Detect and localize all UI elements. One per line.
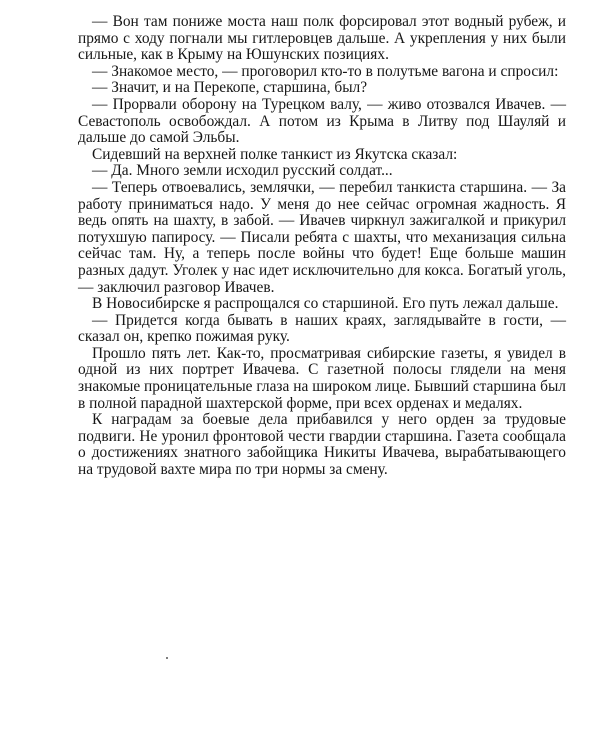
paragraph-11: К наградам за боевые дела прибавился у него орден за трудовые подвиги. Не уронил фронтовой чести гвардии старшина. Газета сообщала о достижениях знатного забойщика Никиты Ивачева, вырабатывающего на трудовой вахте мира по три нормы за смену. xyxy=(78,411,566,479)
paragraph-6: — Да. Много земли исходил русский солдат... xyxy=(92,162,393,180)
print-speck xyxy=(166,657,168,659)
paragraph-7: — Теперь отвоевались, землячки, — перебил танкиста старшина. — За работу приниматься надо. У меня до нее сейчас огромная жадность. Я ведь опять на шахту, в забой. — Ивачев чиркнул зажигалкой и прикурил потухшую папиросу. — Писали ребята с шахты, что механизация сильна сейчас там. Ну, а теперь после войны что будет! Еще больше машин разных дадут. Уголек у нас идет исключительно для кокса. Богатый уголь, — заключил разговор Ивачев. xyxy=(78,178,566,296)
document-page xyxy=(78,14,566,479)
paragraph-9: — Придется когда бывать в наших краях, заглядывайте в гости, — сказал он, крепко пожимая руку. xyxy=(78,311,566,346)
paragraph-1: — Вон там пониже моста наш полк форсировал этот водный рубеж, и прямо с ходу погнали мы гитлеровцев дальше. А укрепления у них были сильные, как в Крыму на Юшунских позициях. xyxy=(78,13,566,64)
paragraph-8: В Новосибирске я распрощался со старшиной. Его путь лежал дальше. xyxy=(92,295,559,313)
paragraph-2: — Знакомое место, — проговорил кто-то в полутьме вагона и спросил: xyxy=(92,62,559,80)
paragraph-4: — Прорвали оборону на Турецком валу, — живо отозвался Ивачев. — Севастополь освобождал. А потом из Крыма в Литву под Шауляй и дальше до самой Эльбы. xyxy=(78,95,566,147)
paragraph-3: — Значит, и на Перекопе, старшина, был? xyxy=(92,79,368,97)
paragraph-5: Сидевший на верхней полке танкист из Якутска сказал: xyxy=(92,145,458,163)
paragraph-10: Прошло пять лет. Как-то, просматривая сибирские газеты, я увидел в одной из них портрет Ивачева. С газетной полосы глядели на меня знакомые проницательные глаза на широком лице. Бывший старшина был в полной парадной шахтерской форме, при всех орденах и медалях. xyxy=(78,344,566,412)
